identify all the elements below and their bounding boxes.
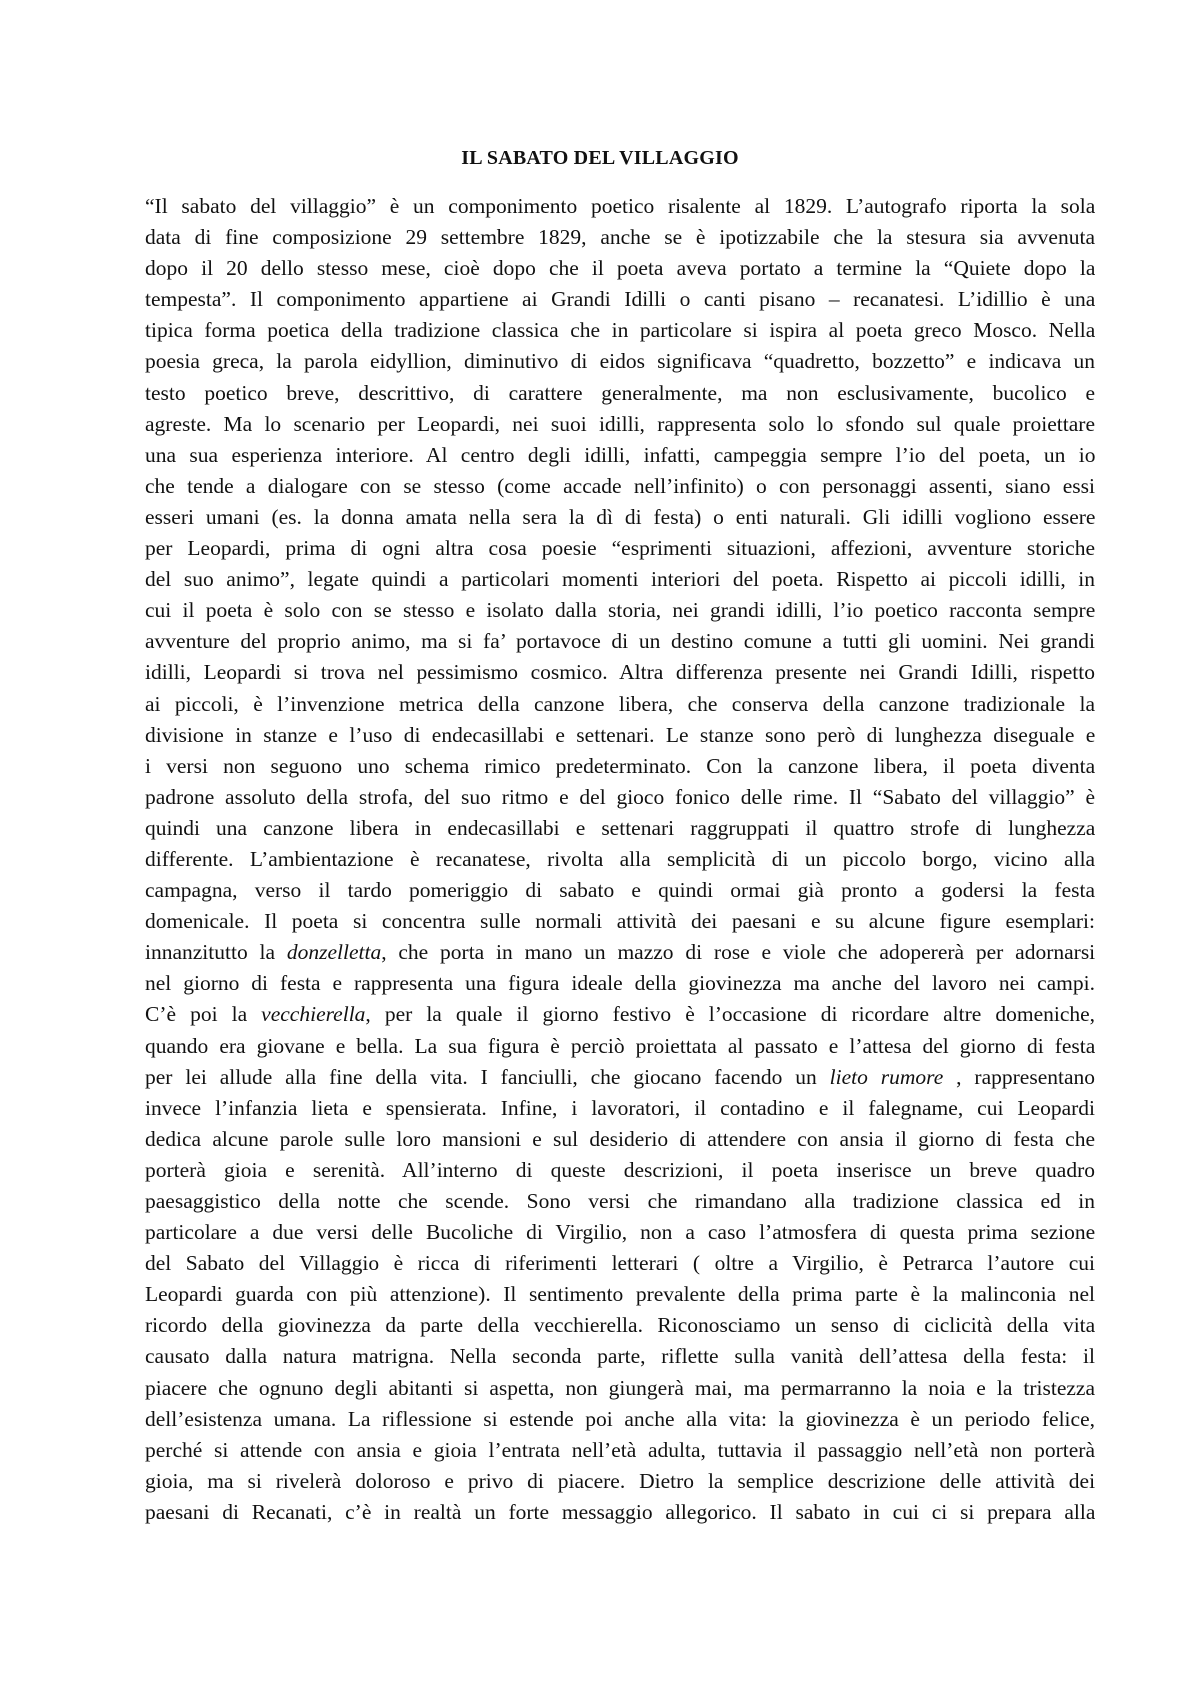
text-line: padrone assoluto della strofa, del suo ritmo e del gioco fonico delle rime. Il “Sabato del villaggio” è bbox=[145, 784, 1095, 809]
text-line: quando era giovane e bella. La sua figura è perciò proiettata al passato e l’attesa del giorno di festa bbox=[145, 1033, 1095, 1058]
text-line: differente. L’ambientazione è recanatese, rivolta alla semplicità di un piccolo borgo, vicino alla bbox=[145, 846, 1095, 871]
text-line: ai piccoli, è l’invenzione metrica della canzone libera, che conserva della canzone tradizionale la bbox=[145, 691, 1095, 716]
text-line: data di fine composizione 29 settembre 1829, anche se è ipotizzabile che la stesura sia avvenuta bbox=[145, 225, 1095, 250]
text-line bbox=[145, 1062, 1095, 1093]
text-line: gioia, ma si rivelerà doloroso e privo di piacere. Dietro la semplice descrizione delle attività dei bbox=[145, 1468, 1095, 1493]
text-line: “Il sabato del villaggio” è un componimento poetico risalente al 1829. L’autografo riporta la sola bbox=[145, 194, 1095, 218]
text-line: esseri umani (es. la donna amata nella sera la dì di festa) o enti naturali. Gli idilli vogliono essere bbox=[145, 504, 1095, 529]
text-line: perché si attende con ansia e gioia l’entrata nell’età adulta, tuttavia il passaggio nell’età non porterà bbox=[145, 1437, 1095, 1462]
italic-term: donzelletta bbox=[286, 940, 382, 965]
text-line: invece l’infanzia lieta e spensierata. Infine, i lavoratori, il contadino e il falegname, cui Leopardi bbox=[145, 1095, 1095, 1120]
text-segment: , che porta in mano un mazzo di rose e viole che adopererà per adornarsi bbox=[381, 940, 1095, 965]
text-line: per Leopardi, prima di ogni altra cosa poesie “esprimenti situazioni, affezioni, avventure storiche bbox=[145, 536, 1095, 561]
text-line: campagna, verso il tardo pomeriggio di sabato e quindi ormai già pronto a godersi la festa bbox=[145, 878, 1095, 903]
text-line: divisione in stanze e l’uso di endecasillabi e settenari. Le stanze sono però di lunghezza diseguale e bbox=[145, 722, 1095, 747]
text-line: ricordo della giovinezza da parte della vecchierella. Riconosciamo un senso di ciclicità della vita bbox=[145, 1313, 1095, 1338]
text-line: avventure del proprio animo, ma si fa’ portavoce di un destino comune a tutti gli uomini. Nei grandi bbox=[145, 629, 1095, 654]
text-line: dopo il 20 dello stesso mese, cioè dopo che il poeta aveva portato a termine la “Quiete dopo la bbox=[145, 256, 1095, 281]
text-line: dell’esistenza umana. La riflessione si estende poi anche alla vita: la giovinezza è un periodo felice, bbox=[145, 1406, 1095, 1431]
italic-term: lieto rumore bbox=[829, 1064, 944, 1089]
text-line bbox=[145, 937, 1095, 968]
text-line: piacere che ognuno degli abitanti si aspetta, non giungerà mai, ma permarranno la noia e la tristezza bbox=[145, 1375, 1095, 1400]
text-line: poesia greca, la parola eidyllion, diminutivo di eidos significava “quadretto, bozzetto” e indicava un bbox=[145, 349, 1095, 374]
text-segment: innanzitutto la bbox=[145, 940, 287, 965]
text-line: testo poetico breve, descrittivo, di carattere generalmente, ma non esclusivamente, bucolico e bbox=[145, 380, 1095, 405]
italic-term: vecchierella bbox=[261, 1002, 366, 1027]
text-line: agreste. Ma lo scenario per Leopardi, nei suoi idilli, rappresenta solo lo sfondo sul quale proiettare bbox=[145, 411, 1095, 436]
text-line: causato dalla natura matrigna. Nella seconda parte, riflette sulla vanità dell’attesa della festa: il bbox=[145, 1344, 1095, 1369]
text-line: del Sabato del Villaggio è ricca di riferimenti letterari ( oltre a Virgilio, è Petrarca l’autore cui bbox=[145, 1251, 1095, 1276]
body-paragraph bbox=[145, 191, 1095, 1528]
text-segment: , per la quale il giorno festivo è l’occasione di ricordare altre domeniche, bbox=[365, 1002, 1095, 1027]
text-line: dedica alcune parole sulle loro mansioni e sul desiderio di attendere con ansia il giorno di festa che bbox=[145, 1126, 1095, 1151]
text-line: tempesta”. Il componimento appartiene ai Grandi Idilli o canti pisano – recanatesi. L’idillio è una bbox=[145, 287, 1095, 312]
text-line: una sua esperienza interiore. Al centro degli idilli, infatti, campeggia sempre l’io del poeta, un io bbox=[145, 442, 1095, 467]
text-line: particolare a due versi delle Bucoliche di Virgilio, non a caso l’atmosfera di questa prima sezione bbox=[145, 1220, 1095, 1245]
text-segment: C’è poi la bbox=[145, 1002, 262, 1027]
text-line: che tende a dialogare con se stesso (come accade nell’infinito) o con personaggi assenti, siano essi bbox=[145, 473, 1095, 498]
text-line: cui il poeta è solo con se stesso e isolato dalla storia, nei grandi idilli, l’io poetico racconta sempre bbox=[145, 598, 1095, 623]
page-title: IL SABATO DEL VILLAGGIO bbox=[461, 147, 739, 169]
text-line bbox=[145, 999, 1095, 1030]
text-segment: , rappresentano bbox=[943, 1064, 1095, 1089]
text-line: quindi una canzone libera in endecasillabi e settenari raggruppati il quattro strofe di lunghezza bbox=[145, 815, 1095, 840]
text-segment: per lei allude alla fine della vita. I fanciulli, che giocano facendo un bbox=[145, 1064, 830, 1089]
text-line: paesani di Recanati, c’è in realtà un forte messaggio allegorico. Il sabato in cui ci si prepara alla bbox=[145, 1499, 1095, 1524]
text-line: del suo animo”, legate quindi a particolari momenti interiori del poeta. Rispetto ai piccoli idilli, in bbox=[145, 567, 1095, 592]
text-line: idilli, Leopardi si trova nel pessimismo cosmico. Altra differenza presente nei Grandi Idilli, rispetto bbox=[145, 660, 1095, 685]
text-line: i versi non seguono uno schema rimico predeterminato. Con la canzone libera, il poeta diventa bbox=[145, 753, 1095, 778]
text-line: porterà gioia e serenità. All’interno di queste descrizioni, il poeta inserisce un breve quadro bbox=[145, 1157, 1095, 1182]
text-line: paesaggistico della notte che scende. Sono versi che rimandano alla tradizione classica ed in bbox=[145, 1189, 1095, 1213]
text-line: Leopardi guarda con più attenzione). Il sentimento prevalente della prima parte è la malinconia nel bbox=[145, 1282, 1095, 1307]
text-line: nel giorno di festa e rappresenta una figura ideale della giovinezza ma anche del lavoro nei campi. bbox=[145, 971, 1095, 996]
text-line: domenicale. Il poeta si concentra sulle normali attività dei paesani e su alcune figure esemplari: bbox=[145, 909, 1095, 934]
text-line: tipica forma poetica della tradizione classica che in particolare si ispira al poeta greco Mosco. Nella bbox=[145, 318, 1095, 343]
